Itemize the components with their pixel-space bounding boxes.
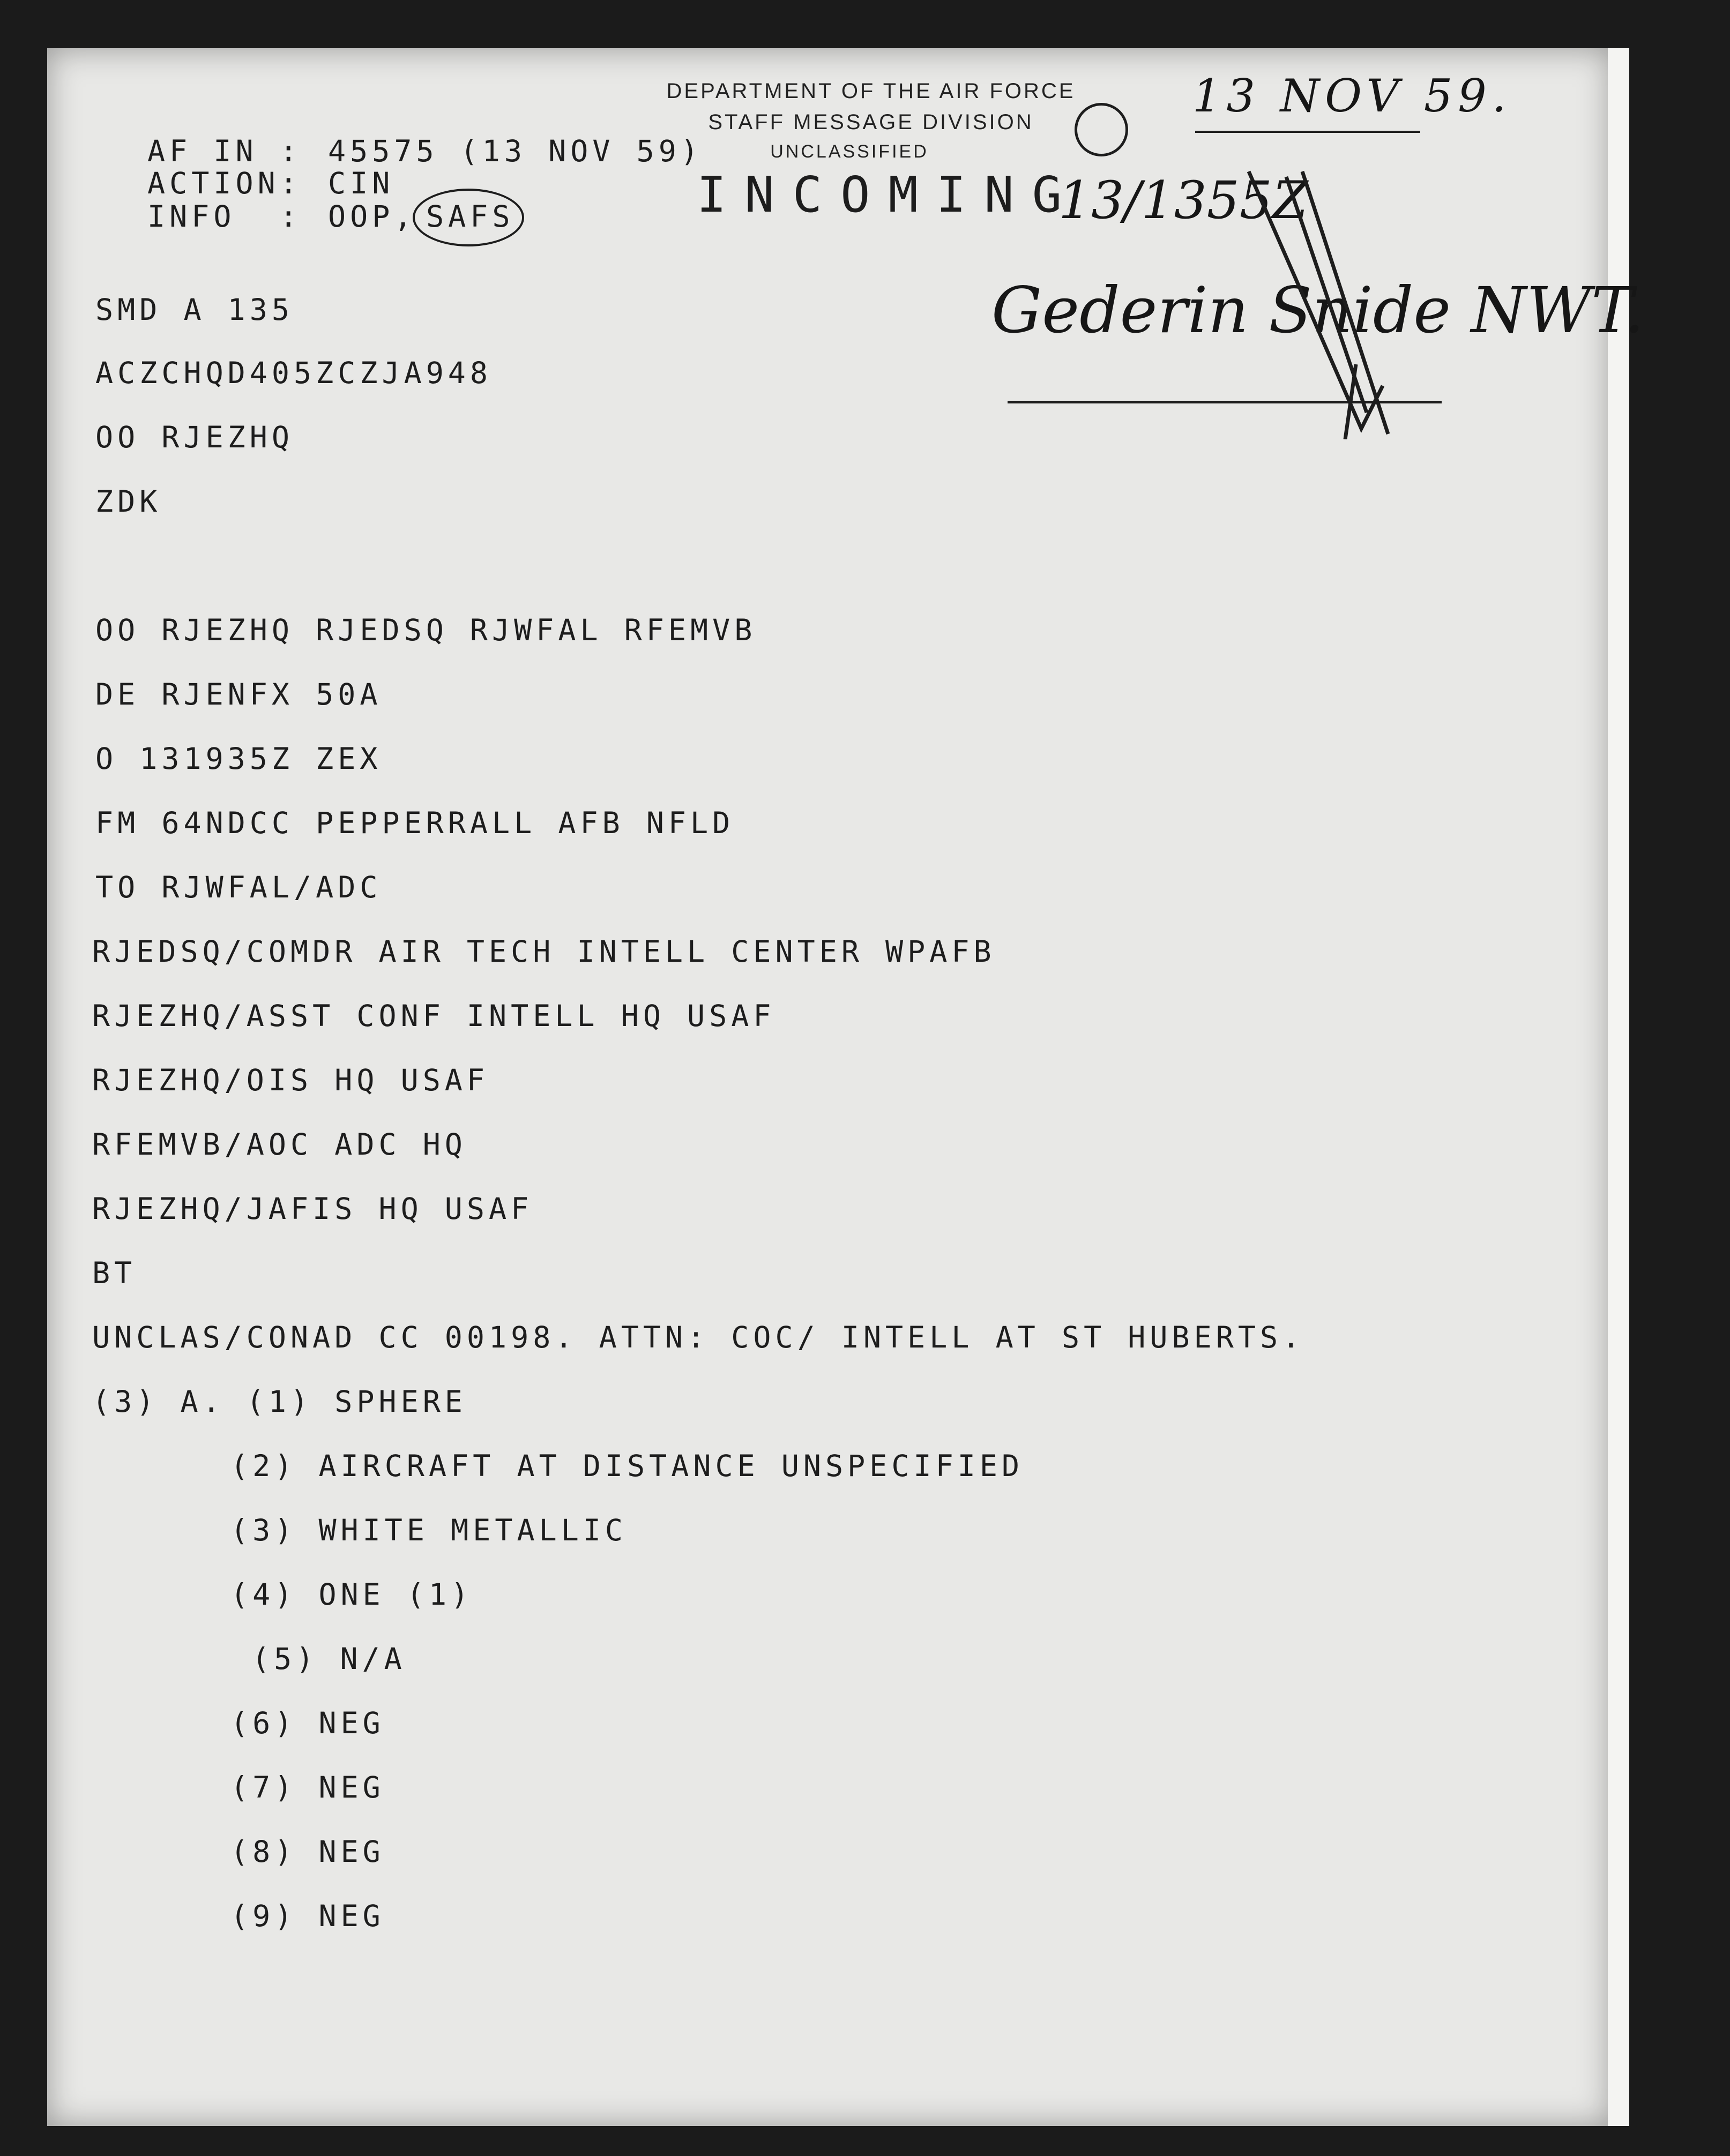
message-line: FM 64NDCC PEPPERRALL AFB NFLD [95, 806, 735, 840]
message-line: OO RJEZHQ [95, 420, 294, 454]
message-line: BT [92, 1256, 137, 1290]
message-line: (8) NEG [230, 1835, 385, 1869]
message-line: (5) N/A [252, 1642, 406, 1676]
message-line: RJEZHQ/OIS HQ USAF [92, 1063, 489, 1097]
message-line: (4) ONE (1) [230, 1577, 473, 1612]
action-value: CIN [328, 166, 394, 200]
message-line: (3) A. (1) SPHERE [92, 1384, 467, 1419]
handwritten-signature: Gederin Snide NWT. [991, 273, 1644, 347]
info-value: OOP, [328, 199, 416, 234]
handwritten-date: 13 NOV 59. [1192, 70, 1512, 122]
action-label: ACTION: [147, 166, 302, 200]
message-line: (3) WHITE METALLIC [230, 1513, 628, 1547]
info-circled-value: SAFS [426, 199, 514, 234]
message-line: TO RJWFAL/ADC [95, 870, 382, 904]
af-in-value: 45575 (13 NOV 59) [328, 134, 703, 168]
message-line: UNCLAS/CONAD CC 00198. ATTN: COC/ INTELL AT ST HUBERTS. [92, 1320, 1304, 1354]
info-label: INFO : [147, 199, 302, 234]
hole-punch-mark [1075, 103, 1128, 156]
handwritten-time: 13/1355Z [1058, 170, 1308, 230]
incoming-title: INCOMING [697, 166, 1080, 223]
message-line: SMD A 135 [95, 293, 294, 327]
division-heading: STAFF MESSAGE DIVISION [708, 110, 1034, 134]
scribble-stroke [1249, 171, 1388, 439]
page-edge [1608, 48, 1629, 2126]
department-heading: DEPARTMENT OF THE AIR FORCE [666, 79, 1076, 103]
date-underline [1195, 131, 1420, 133]
message-line: (2) AIRCRAFT AT DISTANCE UNSPECIFIED [230, 1449, 1024, 1483]
message-line: (7) NEG [230, 1770, 385, 1805]
message-line: O 131935Z ZEX [95, 742, 382, 776]
classification-stamp: UNCLASSIFIED [770, 141, 929, 162]
af-in-label: AF IN : [147, 134, 302, 168]
safs-circle-mark [413, 189, 524, 246]
message-line: ACZCHQD405ZCZJA948 [95, 356, 493, 390]
check-scribble-mark [1227, 161, 1404, 439]
message-line: OO RJEZHQ RJEDSQ RJWFAL RFEMVB [95, 613, 757, 647]
message-line: RJEZHQ/ASST CONF INTELL HQ USAF [92, 999, 775, 1033]
message-line: ZDK [95, 484, 162, 519]
message-line: DE RJENFX 50A [95, 677, 382, 712]
message-line: RJEZHQ/JAFIS HQ USAF [92, 1192, 533, 1226]
message-line: RFEMVB/AOC ADC HQ [92, 1127, 467, 1162]
message-line: (9) NEG [230, 1899, 385, 1933]
message-line: RJEDSQ/COMDR AIR TECH INTELL CENTER WPAFB [92, 934, 996, 969]
message-line: (6) NEG [230, 1706, 385, 1740]
